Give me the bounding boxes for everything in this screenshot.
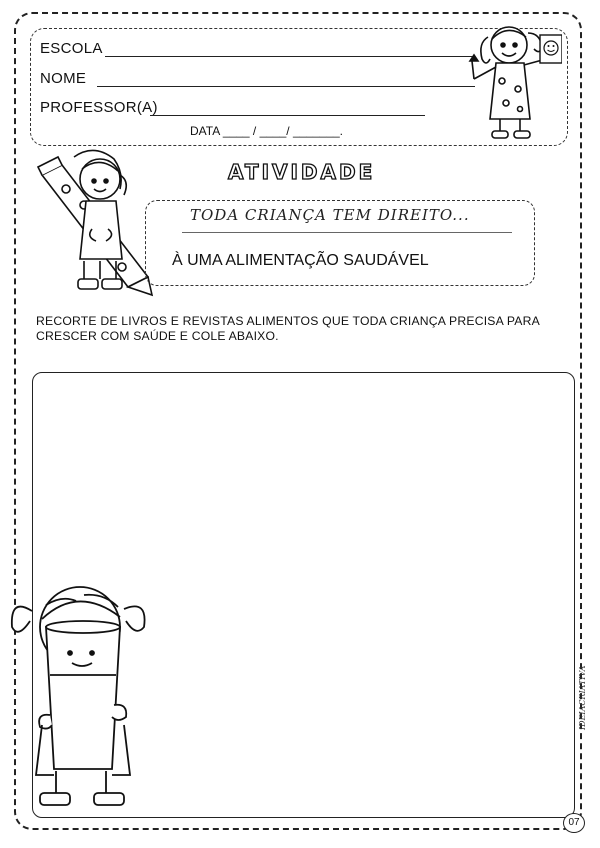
rights-body: À UMA ALIMENTAÇÃO SAUDÁVEL: [172, 252, 429, 269]
activity-title: ATIVIDADE: [228, 160, 376, 184]
girl-pencil-illustration: [36, 145, 158, 305]
brand-watermark: IDEIACRIATIVA: [578, 665, 587, 730]
page-number: 07: [563, 813, 585, 833]
data-field[interactable]: DATA ____ / ____/ _______.: [190, 124, 344, 138]
rights-title: TODA CRIANÇA TEM DIREITO...: [190, 206, 470, 224]
canvas-smiley: [540, 35, 562, 63]
professor-field[interactable]: [150, 115, 425, 116]
girl-glass-illustration: [6, 575, 156, 820]
escola-label: ESCOLA: [40, 40, 103, 57]
nome-field[interactable]: [97, 86, 475, 87]
instructions-text: RECORTE DE LIVROS E REVISTAS ALIMENTOS QUE TODA CRIANÇA PRECISA PARA CRESCER COM SAÚDE E COLE ABAIXO.: [36, 314, 540, 343]
girl-painter-illustration: [462, 15, 562, 147]
rights-divider: [182, 232, 512, 233]
nome-label: NOME: [40, 70, 87, 87]
professor-label: PROFESSOR(A): [40, 99, 158, 116]
escola-field[interactable]: [105, 56, 475, 57]
